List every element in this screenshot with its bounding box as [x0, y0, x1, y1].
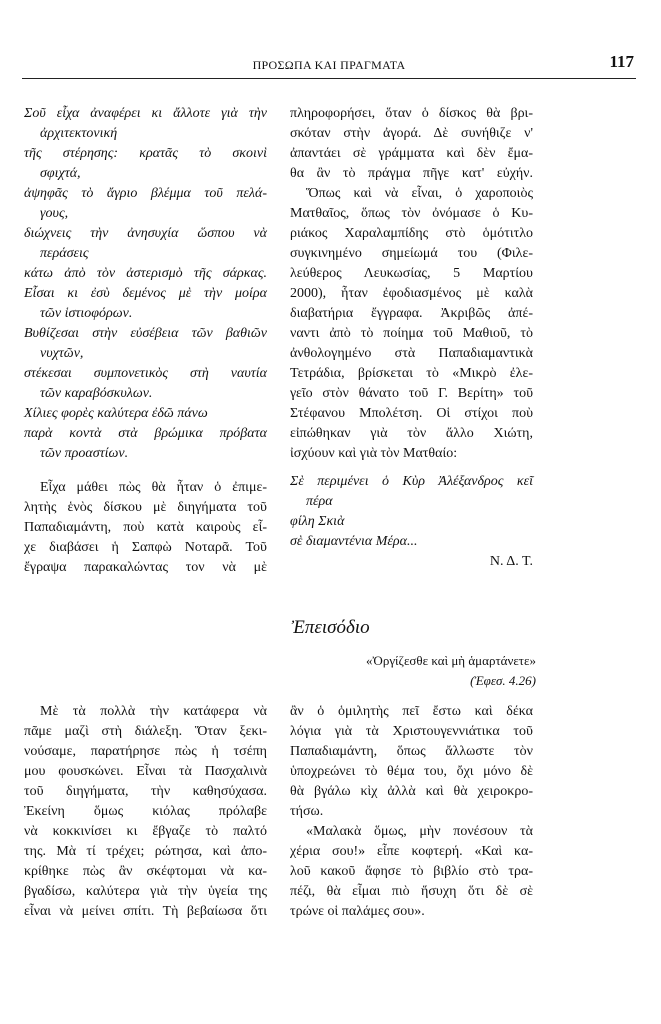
lower-left-column	[24, 702, 267, 922]
signature: Ν. Δ. Τ.	[489, 554, 533, 569]
paragraph-line: θὰ βγάλω κὶχ ἀλλὰ καὶ θὰ χειροκρο-	[290, 784, 533, 799]
poem-line: τῶν προαστίων.	[40, 446, 129, 461]
paragraph-line: Μὲ τὰ πολλὰ τὴν κατάφερα νὰ	[40, 704, 267, 719]
paragraph-line: «Μαλακὰ ὅμως, μὴν πονέσουν τὰ	[306, 824, 533, 839]
quote-line: πέρα	[306, 494, 333, 509]
paragraph-line: τρώνε οἱ παλάμες σου».	[290, 904, 425, 919]
paragraph-line: ναντι ἀπὸ τὸ ποίημα τοῦ Μαθιοῦ, τὸ	[290, 326, 533, 341]
paragraph-line: νὰ κοκκινίσει κι ἔβγαζε τὸ παλτό	[24, 824, 267, 839]
poem-line: Εἶσαι κι ἐσὺ δεμένος μὲ τὴν μοίρα	[24, 286, 267, 301]
paragraph-line: πέζι, θὰ εἶμαι πιὸ ἥσυχη ὅτι δὲ σὲ	[290, 884, 533, 899]
paragraph-line: Ματθαῖος, ὅπως τὸν ὀνόμασε ὁ Κυ-	[290, 206, 533, 221]
paragraph-line: πληροφορήσει, ὅταν ὁ δίσκος θὰ βρι-	[290, 106, 533, 121]
paragraph-line: συγκινημένο σημείωμά του (Φιλε-	[290, 246, 533, 261]
paragraph-line: νούσαμε, παρατήρησε πὼς ἡ τσέπη	[24, 744, 267, 759]
paragraph-line: λοῦ κακοῦ ἄφησε τὸ βιβλίο στὸ τρα-	[290, 864, 533, 879]
page-header	[22, 52, 636, 79]
poem-line: τῆς στέρησης: κρατᾶς τὸ σκοινὶ	[24, 146, 267, 161]
poem-line: τῶν καραβόσκυλων.	[40, 386, 153, 401]
lower-right-column	[290, 702, 533, 922]
poem-line: ἀψηφᾶς τὸ ἄγριο βλέμμα τοῦ πελά-	[24, 186, 267, 201]
paragraph-line: ἔγραψα παρακαλώντας τον νὰ μὲ	[24, 560, 267, 575]
paragraph-line: Ὅπως καὶ νὰ εἶναι, ὁ χαροποιὸς	[306, 186, 533, 201]
paragraph-line: πᾶμε μαζὶ στὴ διάλεξη. Ὅταν ξεκι-	[24, 724, 267, 739]
paragraph-line: Παπαδιαμάντη, ποὺ κατὰ καιροὺς εἶ-	[24, 520, 267, 535]
quote-line: φίλη Σκιὰ	[290, 514, 345, 529]
paragraph-line: Τετράδια, βρίσκεται τὸ «Μικρὸ ἐλε-	[290, 366, 533, 381]
paragraph-line: Εἶχα μάθει πὼς θὰ ἦταν ὁ ἐπιμε-	[40, 480, 267, 495]
upper-right-column	[290, 104, 533, 572]
paragraph-line: χε διαβάσει ἡ Σαπφὼ Νοταρᾶ. Τοῦ	[24, 540, 267, 555]
paragraph-line: εἶναι νὰ μείνει σπίτι. Τὴ βεβαίωσα ὅτι	[24, 904, 267, 919]
paragraph-line: ριάκος Χαραλαμπίδης στὸ ὁμότιτλο	[290, 226, 533, 241]
paragraph-line: θα ἂν τὸ πράγμα πῆγε κατ' εὐχήν.	[290, 166, 533, 181]
poem-line: Σοῦ εἶχα ἀναφέρει κι ἄλλοτε γιὰ τὴν	[24, 106, 267, 121]
paragraph-line: ἀνθολογημένο στὰ Παπαδιαμαντικὰ	[290, 346, 533, 361]
paragraph-line: τοῦ διηγήματα, τὴν καθησύχασα.	[24, 784, 267, 799]
paragraph-line: τήσω.	[290, 804, 324, 819]
paragraph-line: λεύθερος Λευκωσίας, 5 Μαρτίου	[290, 266, 533, 281]
section-title: Ἐπεισόδιο	[291, 617, 370, 638]
paragraph-line: της. Μὰ τί τρέχει; ρώτησα, καὶ ἀπο-	[24, 844, 267, 859]
paragraph-line: χέρια σου!» εἶπε κοφτερή. «Καὶ κα-	[290, 844, 533, 859]
paragraph-line: ὑποχρεώνει τὸ θέμα του, ὄχι μόνο δὲ	[290, 764, 533, 779]
poem-line: διώχνεις τὴν ἀνησυχία ὥσπου νὰ	[24, 226, 267, 241]
poem-line: γους,	[40, 206, 69, 221]
paragraph-line: βγαδίσω, καλύτερα γιὰ τὴν ὑγεία της	[24, 884, 267, 899]
paragraph-line: γεῖο στὸν θάνατο τοῦ Γ. Βερίτη» τοῦ	[290, 386, 533, 401]
paragraph-line: 2000), ἦταν ἐφοδιασμένος μὲ καλὰ	[290, 286, 533, 301]
paragraph-line: Στέφανου Μπολέτση. Οἱ στίχοι ποὺ	[290, 406, 533, 421]
paragraph-line: εἰπώθηκαν γιὰ τὸν ἄλλο Χιώτη,	[290, 426, 533, 441]
paragraph-line: ἰσχύουν καὶ γιὰ τὸν Ματθαίο:	[290, 446, 458, 461]
upper-left-column	[24, 104, 267, 578]
paragraph-line: σκόταν στὴν ἀγορά. Δὲ συνήθιζε ν'	[290, 126, 533, 141]
poem-line: στέκεσαι συμπονετικὸς στὴ ναυτία	[24, 366, 267, 381]
poem-line: παρὰ κοντὰ στὰ βρώμικα πρόβατα	[24, 426, 267, 441]
epigraph	[366, 651, 536, 691]
page-number: 117	[609, 52, 634, 71]
poem-line: σφιχτά,	[40, 166, 81, 181]
paragraph-line: Παπαδιαμάντη, ὅπως ἄλλωστε τὸν	[290, 744, 533, 759]
paragraph-line: κρίθηκε πὼς ἂν σκέφτομαι νὰ κα-	[24, 864, 267, 879]
poem-line: νυχτῶν,	[40, 346, 84, 361]
paragraph-line: ἀπαντάει σὲ γράμματα καὶ δὲν ἔμα-	[290, 146, 533, 161]
poem-line: τῶν ἱστιοφόρων.	[40, 306, 133, 321]
paragraph-line: ἂν ὁ ὁμιλητὴς πεῖ ἔστω καὶ δέκα	[290, 704, 533, 719]
paragraph-line: μου φουσκώνει. Εἶναι τὰ Πασχαλινὰ	[24, 764, 267, 779]
poem-line: περάσεις	[40, 246, 89, 261]
poem-line: ἀρχιτεκτονική	[40, 126, 118, 141]
epigraph-text: «Ὀργίζεσθε καὶ μὴ ἁμαρτάνετε»	[366, 653, 536, 668]
quote-line: Σὲ περιμένει ὁ Κὺρ Ἀλέξανδρος κεῖ	[290, 474, 533, 489]
running-title: ΠΡΟΣΩΠΑ ΚΑΙ ΠΡΑΓΜΑΤΑ	[252, 58, 406, 72]
quote-line: σὲ διαμαντένια Μέρα...	[290, 534, 418, 549]
paragraph-line: λητὴς ἑνὸς δίσκου μὲ διηγήματα τοῦ	[24, 500, 267, 515]
poem-line: Χίλιες φορὲς καλύτερα ἐδῶ πάνω	[24, 406, 208, 421]
paragraph-line: λόγια γιὰ τὰ Χριστουγεννιάτικα τοῦ	[290, 724, 533, 739]
poem-line: κάτω ἀπὸ τὸν ἀστερισμὸ τῆς σάρκας.	[24, 266, 267, 281]
paragraph-line: Ἐκείνη ὅμως κιόλας πρόλαβε	[24, 804, 267, 819]
epigraph-reference: (Ἐφεσ. 4.26)	[470, 673, 536, 688]
poem-line: Βυθίζεσαι στὴν εὐσέβεια τῶν βαθιῶν	[24, 326, 267, 341]
paragraph-line: διαβατήρια ἔγγραφα. Ἀκριβῶς ἀπέ-	[290, 306, 533, 321]
